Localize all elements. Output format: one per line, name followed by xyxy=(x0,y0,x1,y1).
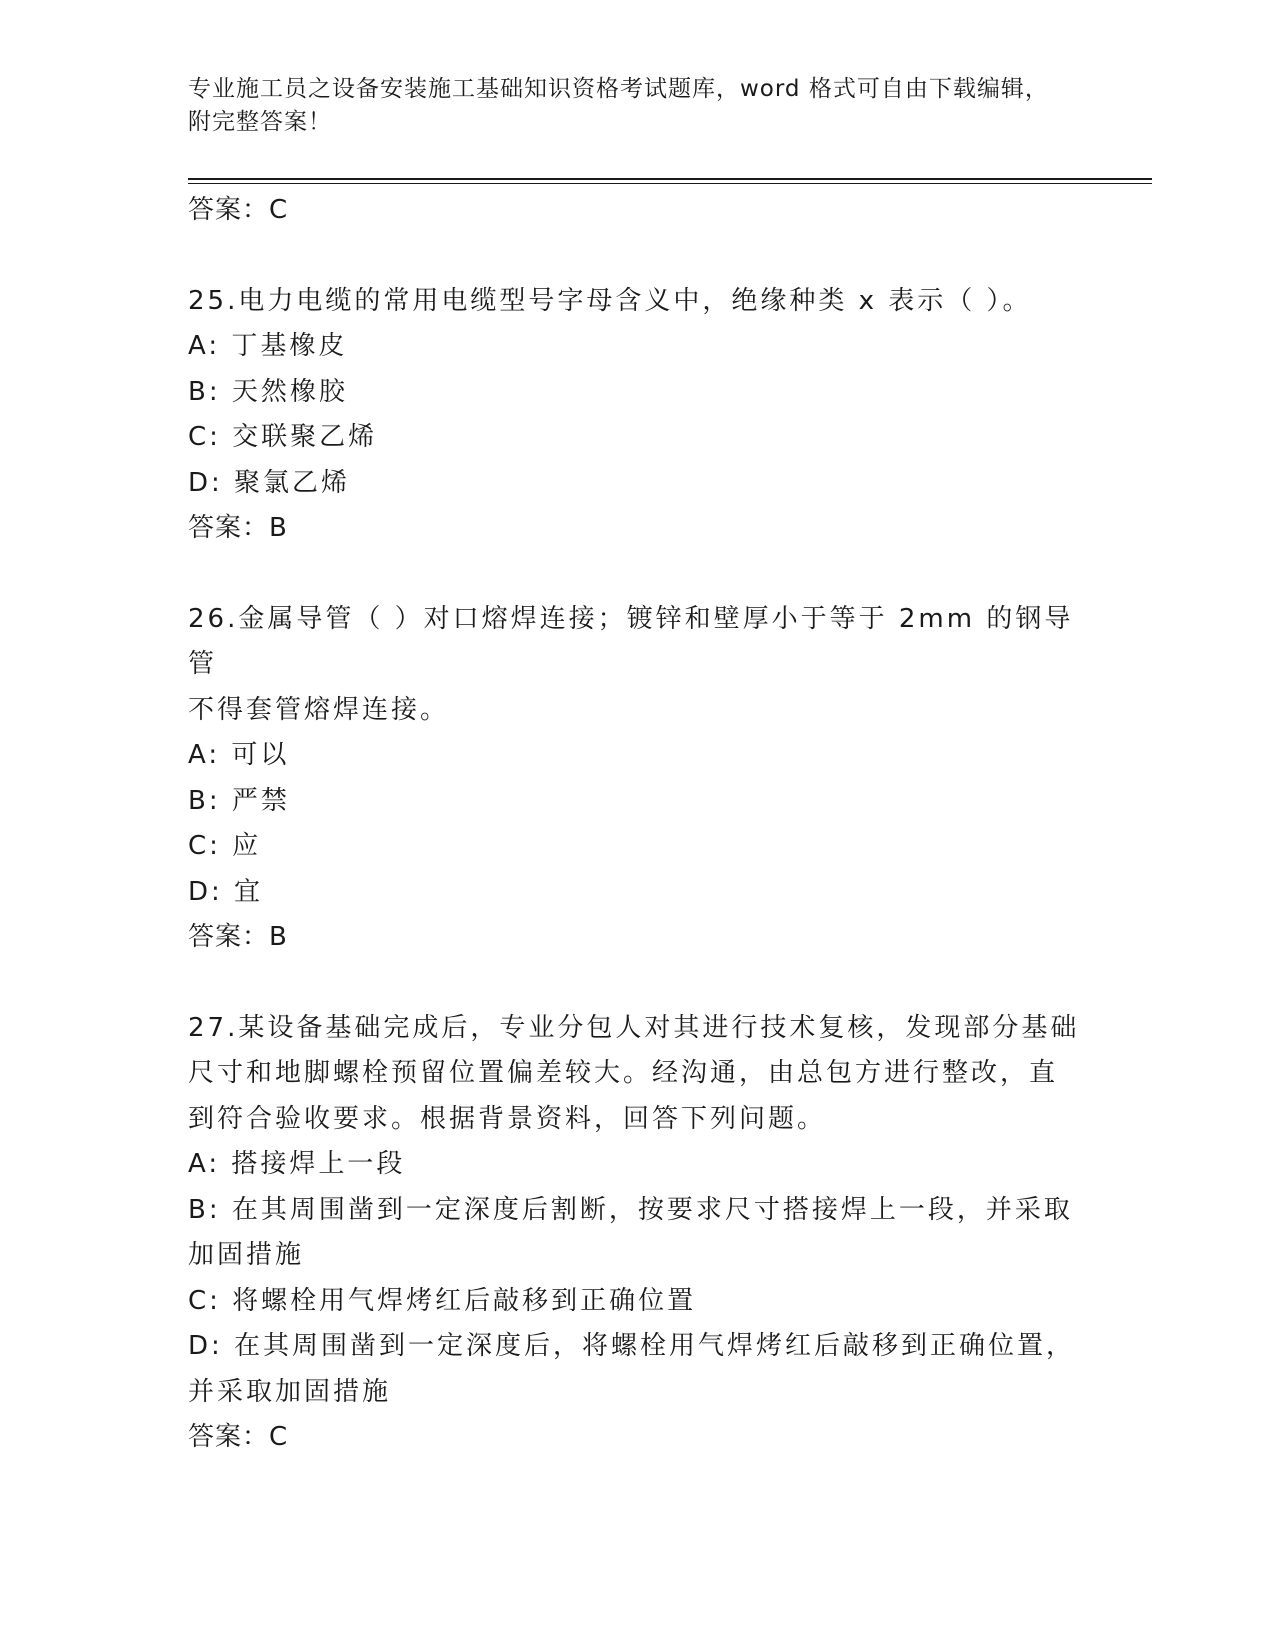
question-27-option-d-line-1: D: 在其周围凿到一定深度后，将螺栓用气焊烤红后敲移到正确位置， xyxy=(188,1331,1076,1361)
question-list xyxy=(188,188,1088,1461)
question-26-option-a: A: 可以 xyxy=(188,740,290,770)
question-25-option-b: B: 天然橡胶 xyxy=(188,376,348,407)
question-27-option-c: C: 将螺栓用气焊烤红后敲移到正确位置 xyxy=(188,1285,697,1316)
question-27-stem-line-3: 到符合验收要求。根据背景资料，回答下列问题。 xyxy=(188,1103,827,1134)
question-25-stem: 25.电力电缆的常用电缆型号字母含义中，绝缘种类 x 表示（ ）。 xyxy=(188,285,1032,316)
question-26-option-b: B: 严禁 xyxy=(188,785,290,816)
question-26-stem-line-1: 26.金属导管（ ）对口熔焊连接；镀锌和壁厚小于等于 2mm 的钢导管 xyxy=(188,603,1074,679)
question-27-option-a: A: 搭接焊上一段 xyxy=(188,1149,406,1179)
question-25-option-d: D: 聚氯乙烯 xyxy=(188,467,351,498)
question-27-stem-line-2: 尺寸和地脚螺栓预留位置偏差较大。经沟通，由总包方进行整改，直 xyxy=(188,1058,1059,1088)
header-line-1: 专业施工员之设备安装施工基础知识资格考试题库，word 格式可自由下载编辑， xyxy=(188,76,1049,102)
question-27-option-d-line-2: 并采取加固措施 xyxy=(188,1376,392,1407)
header-rule-thick xyxy=(188,178,1152,180)
question-26-option-d: D: 宜 xyxy=(188,876,264,907)
question-25-option-c: C: 交联聚乙烯 xyxy=(188,422,378,452)
answer-24: 答案：C xyxy=(188,195,289,225)
question-25-option-a: A: 丁基橡皮 xyxy=(188,331,348,361)
answer-25: 答案：B xyxy=(188,513,288,543)
question-26-option-c: C: 应 xyxy=(188,831,262,861)
question-27-stem-line-1: 27.某设备基础完成后，专业分包人对其进行技术复核，发现部分基础 xyxy=(188,1012,1080,1043)
document-header xyxy=(188,73,1068,139)
question-27-option-b-line-2: 加固措施 xyxy=(188,1240,305,1270)
answer-27: 答案：C xyxy=(188,1422,289,1452)
question-26-stem-line-2: 不得套管熔焊连接。 xyxy=(188,694,450,725)
answer-26: 答案：B xyxy=(188,922,288,952)
question-27-option-b-line-1: B: 在其周围凿到一定深度后割断，按要求尺寸搭接焊上一段，并采取 xyxy=(188,1194,1073,1225)
header-line-2: 附完整答案！ xyxy=(188,109,332,135)
header-rule-thin xyxy=(188,183,1152,184)
